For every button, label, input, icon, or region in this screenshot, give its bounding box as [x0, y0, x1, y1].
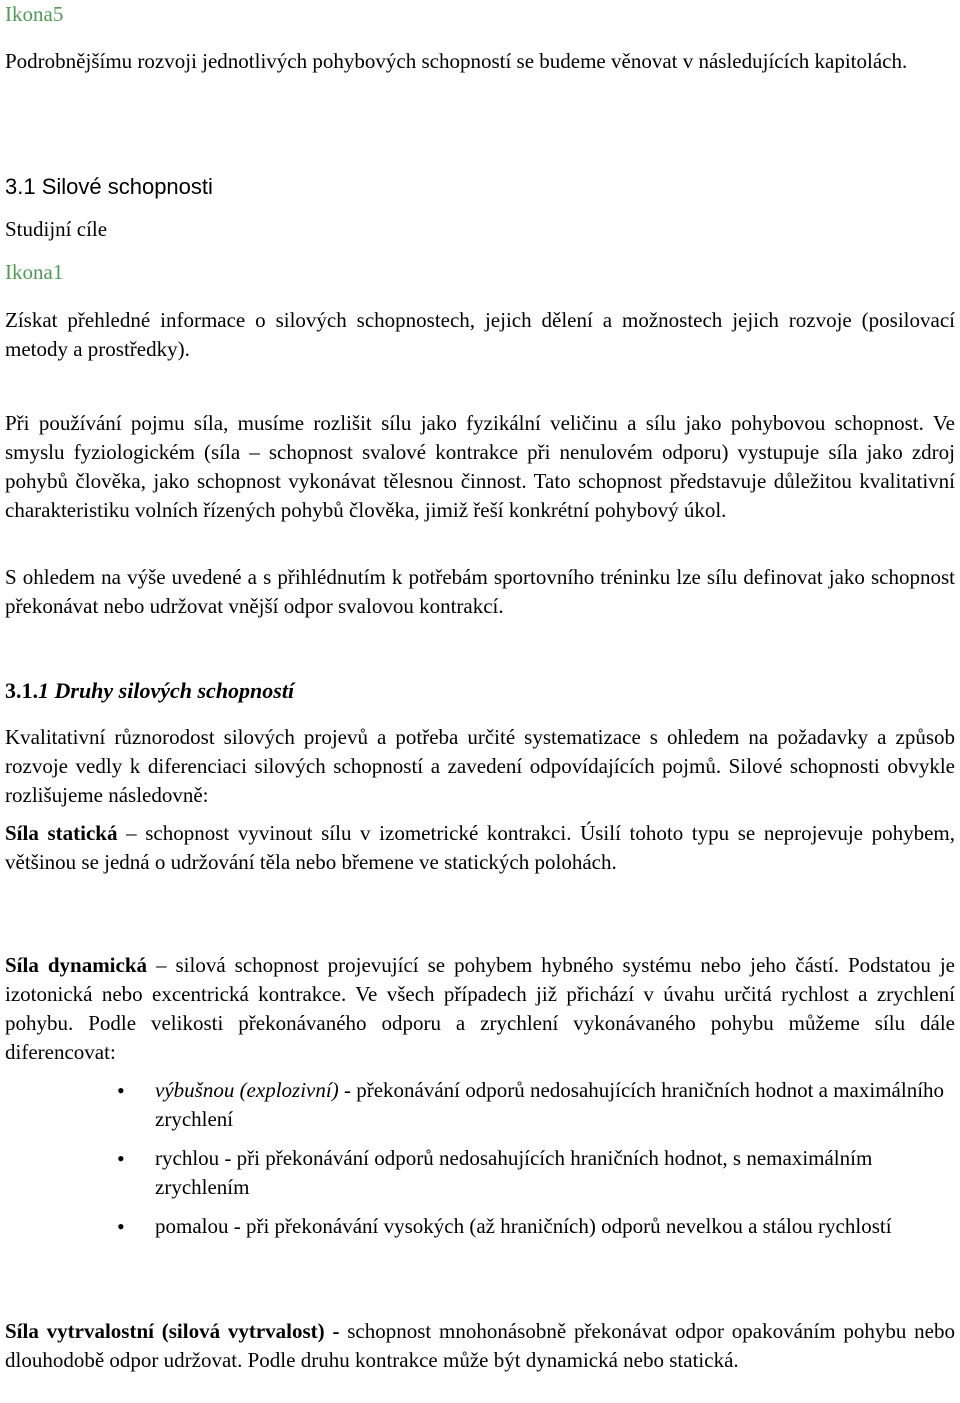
definition-sentence-1: Při používání pojmu síla, musíme rozlišit sílu jako fyzikální veličinu a sílu jako pohybovou schopnost.: [5, 411, 924, 435]
subsection-title: 1 Druhy silových schopností: [38, 678, 295, 703]
subsection-heading: [5, 676, 955, 705]
static-strength-paragraph: [5, 819, 955, 877]
list-item: [5, 1212, 955, 1241]
ikona5-label: Ikona5: [5, 2, 64, 26]
list-item: [5, 1144, 955, 1202]
definition-sentence-2: Ve smyslu fyziologickém (síla – schopnost svalové kontrakce při nenulovém odporu) vystupuje síla jako zdroj pohybů člověka, jako schopnost vykonávat tělesnou činnost. Tato schopnost představuje důležitou kvalitativní charakteristiku volních řízených pohybů člověka, jimiž řeší konkrétní pohybový úkol.: [5, 411, 955, 522]
dynamic-strength-term: Síla dynamická: [5, 953, 148, 977]
endurance-strength-text: schopnost mnohonásobně překonávat odpor opakováním pohybu nebo dlouhodobě odpor udržovat. Podle druhu kontrakce může být dynamická nebo statická.: [5, 1319, 955, 1372]
goal-paragraph: Získat přehledné informace o silových schopnostech, jejich dělení a možnostech jejich rozvoje (posilovací metody a prostředky).: [5, 308, 955, 361]
ikona5-marker: [5, 0, 955, 29]
dynamic-strength-list: [5, 1076, 955, 1241]
section-title: 3.1 Silové schopnosti: [5, 174, 213, 199]
subsection-number: 3.1.: [5, 678, 38, 703]
list-item-text: pomalou - při překonávání vysokých (až hraničních) odporů nevelkou a stálou rychlostí: [155, 1214, 892, 1238]
dynamic-strength-text: – silová schopnost projevující se pohybem hybného systému nebo jeho částí. Podstatou je izotonická nebo excentrická kontrakce. Ve všech případech již přichází v úvahu určitá rychlost a zrychlení pohybu. Podle velikosti překonávaného odporu a zrychlení vykonávaného pohybu můžeme sílu dále diferencovat:: [5, 953, 955, 1064]
endurance-strength-term: Síla vytrvalostní (silová vytrvalost) -: [5, 1319, 340, 1343]
list-item-text: rychlou - při překonávání odporů nedosahujících hraničních hodnot, s nemaximálním zrychlením: [155, 1146, 873, 1199]
strength-definition-paragraph: S ohledem na výše uvedené a s přihlédnutím k potřebám sportovního tréninku lze sílu definovat jako schopnost překonávat nebo udržovat vnější odpor svalovou kontrakcí.: [5, 565, 955, 618]
classification-paragraph: Kvalitativní různorodost silových projevů a potřeba určité systematizace s ohledem na požadavky a způsob rozvoje vedly k diferenciaci silových schopností a zavedení odpovídajících pojmů. Silové schopnosti obvykle rozlišujeme následovně:: [5, 725, 955, 807]
list-item-emphasis: výbušnou (explozivní): [155, 1078, 339, 1102]
endurance-strength-paragraph: [5, 1317, 955, 1375]
study-goals-label: Studijní cíle: [5, 217, 108, 241]
static-strength-term: Síla statická: [5, 821, 118, 845]
dynamic-strength-paragraph: [5, 951, 955, 1067]
list-item: [5, 1076, 955, 1134]
intro-paragraph: Podrobnějšímu rozvoji jednotlivých pohybových schopností se budeme věnovat v následujících kapitolách.: [5, 49, 908, 73]
list-item-text: - překonávání odporů nedosahujících hraničních hodnot a maximálního zrychlení: [155, 1078, 945, 1131]
static-strength-text: – schopnost vyvinout sílu v izometrické kontrakci. Úsilí tohoto typu se neprojevuje pohybem, většinou se jedná o udržování těla nebo břemene ve statických polohách.: [5, 821, 956, 874]
definition-paragraph: [5, 409, 955, 525]
ikona1-label: Ikona1: [5, 260, 64, 284]
